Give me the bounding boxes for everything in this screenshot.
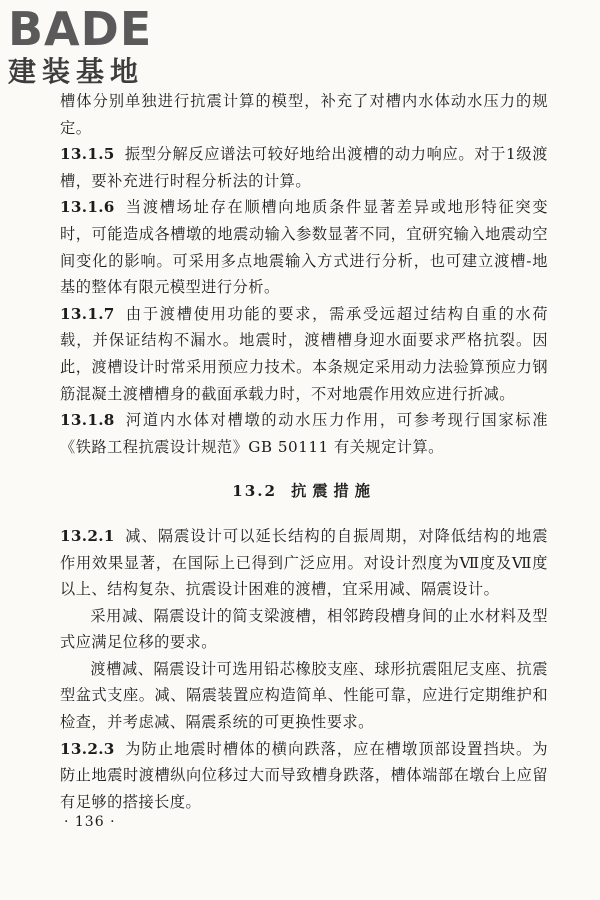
paragraph-text: 采用减、隔震设计的简支梁渡槽，相邻跨段槽身间的止水材料及型式应满足位移的要求。 xyxy=(60,606,548,652)
clause-text: 减、隔震设计可以延长结构的自振周期，对降低结构的地震作用效果显著，在国际上已得到广泛应用。对设计烈度为Ⅶ度及Ⅶ度以上、结构复杂、抗震设计困难的渡槽，宜采用减、隔震设计。 xyxy=(60,526,548,599)
clause-text: 河道内水体对槽墩的动水压力作用，可参考现行国家标准《铁路工程抗震设计规范》GB 50111 有关规定计算。 xyxy=(60,411,548,456)
clause-number: 13.1.7 xyxy=(60,304,115,323)
logo-wordmark: BADE xyxy=(8,2,153,56)
paragraph-indented xyxy=(60,656,548,736)
clause-13-1-7 xyxy=(60,301,548,407)
section-heading xyxy=(60,478,548,505)
paragraph-text: 槽体分别单独进行抗震计算的模型，补充了对槽内水体动水压力的规定。 xyxy=(60,92,548,137)
paragraph-continued xyxy=(60,88,548,141)
paragraph-indented xyxy=(60,603,548,656)
clause-number: 13.1.5 xyxy=(60,145,115,164)
clause-text: 振型分解反应谱法可较好地给出渡槽的动力响应。对于1级渡槽，要补充进行时程分析法的计算。 xyxy=(60,145,548,190)
page-number: · 136 · xyxy=(64,814,116,830)
clause-number: 13.1.8 xyxy=(60,411,115,430)
logo xyxy=(8,2,153,88)
clause-13-1-8 xyxy=(60,407,548,460)
clause-number: 13.1.6 xyxy=(60,198,115,217)
clause-13-2-1 xyxy=(60,523,548,603)
document-body xyxy=(60,88,548,815)
clause-13-2-3 xyxy=(60,736,548,816)
logo-subtitle: 建装基地 xyxy=(8,55,145,88)
clause-text: 为防止地震时槽体的横向跌落，应在槽墩顶部设置挡块。为防止地震时渡槽纵向位移过大而导致槽身跌落，槽体端部在墩台上应留有足够的搭接长度。 xyxy=(60,739,548,811)
clause-13-1-5 xyxy=(60,141,548,194)
clause-13-1-6 xyxy=(60,194,548,300)
paragraph-text: 渡槽减、隔震设计可选用铅芯橡胶支座、球形抗震阻尼支座、抗震型盆式支座。减、隔震装置应构造简单、性能可靠，应进行定期维护和检查，并考虑减、隔震系统的可更换性要求。 xyxy=(60,659,548,732)
clause-text: 由于渡槽使用功能的要求，需承受远超过结构自重的水荷载，并保证结构不漏水。地震时，渡槽槽身迎水面要求严格抗裂。因此，渡槽设计时常采用预应力技术。本条规定采用动力法验算预应力钢筋混凝土渡槽槽身的截面承载力时，不对地震作用效应进行折减。 xyxy=(60,304,548,403)
section-number: 13.2 xyxy=(232,482,278,501)
clause-text: 当渡槽场址存在顺槽向地质条件显著差异或地形特征突变时，可能造成各槽墩的地震动输入参数显著不同，宜研究输入地震动空间变化的影响。可采用多点地震输入方式进行分析，也可建立渡槽-地基的整体有限元模型进行分析。 xyxy=(60,198,548,297)
section-title-text: 抗震措施 xyxy=(291,482,376,501)
clause-number: 13.2.1 xyxy=(60,526,115,545)
clause-number: 13.2.3 xyxy=(60,739,115,758)
